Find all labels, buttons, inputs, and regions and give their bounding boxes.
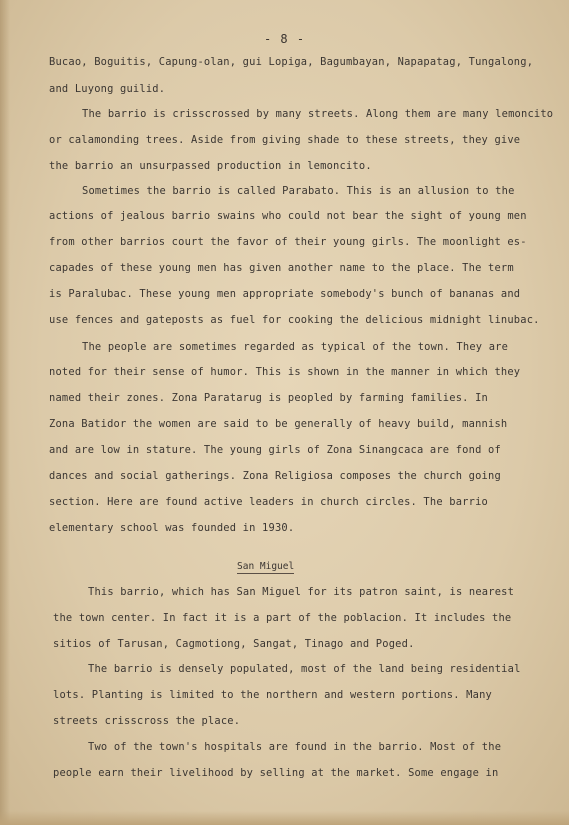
text-line: named their zones. Zona Paratarug is peopled by farming families. In [49,392,488,404]
text-line: or calamonding trees. Aside from giving shade to these streets, they give [49,134,521,146]
text-line: the barrio an unsurpassed production in lemoncito. [49,160,372,172]
text-line: the town center. In fact it is a part of the poblacion. It includes the [53,612,512,624]
text-line: people earn their livelihood by selling at the market. Some engage in [53,767,499,779]
page-number: - 8 - [263,32,306,46]
section-heading: San Miguel [237,561,295,572]
text-line: The people are sometimes regarded as typical of the town. They are [82,341,509,353]
page-left-shadow [0,0,10,825]
text-line: Sometimes the barrio is called Parabato. This is an allusion to the [82,185,515,197]
text-line: sitios of Tarusan, Cagmotiong, Sangat, Tinago and Poged. [53,638,415,650]
text-line: The barrio is crisscrossed by many streets. Along them are many lemoncito [82,108,554,120]
text-line: section. Here are found active leaders in church circles. The barrio [49,496,488,508]
text-line: This barrio, which has San Miguel for its patron saint, is nearest [88,586,515,598]
text-line: capades of these young men has given another name to the place. The term [49,262,514,274]
text-line: use fences and gateposts as fuel for cooking the delicious midnight linubac. [49,314,540,326]
text-line: Two of the town's hospitals are found in the barrio. Most of the [88,741,502,753]
text-line: noted for their sense of humor. This is shown in the manner in which they [49,366,521,378]
text-line: streets crisscross the place. [53,715,241,727]
text-line: and are low in stature. The young girls of Zona Sinangcaca are fond of [49,444,501,456]
text-line: actions of jealous barrio swains who could not bear the sight of young men [49,210,527,222]
text-line: Zona Batidor the women are said to be generally of heavy build, mannish [49,418,508,430]
text-line: elementary school was founded in 1930. [49,522,295,534]
text-line: dances and social gatherings. Zona Religiosa composes the church going [49,470,501,482]
text-line: from other barrios court the favor of their young girls. The moonlight es- [49,236,527,248]
text-line: lots. Planting is limited to the northern and western portions. Many [53,689,492,701]
text-line: is Paralubac. These young men appropriate somebody's bunch of bananas and [49,288,521,300]
text-line: Bucao, Boguitis, Capung-olan, gui Lopiga, Bagumbayan, Napapatag, Tungalong, [49,56,534,68]
text-line: and Luyong guilid. [49,83,166,95]
page-bottom-shadow [0,811,569,825]
text-line: The barrio is densely populated, most of the land being residential [88,663,521,675]
